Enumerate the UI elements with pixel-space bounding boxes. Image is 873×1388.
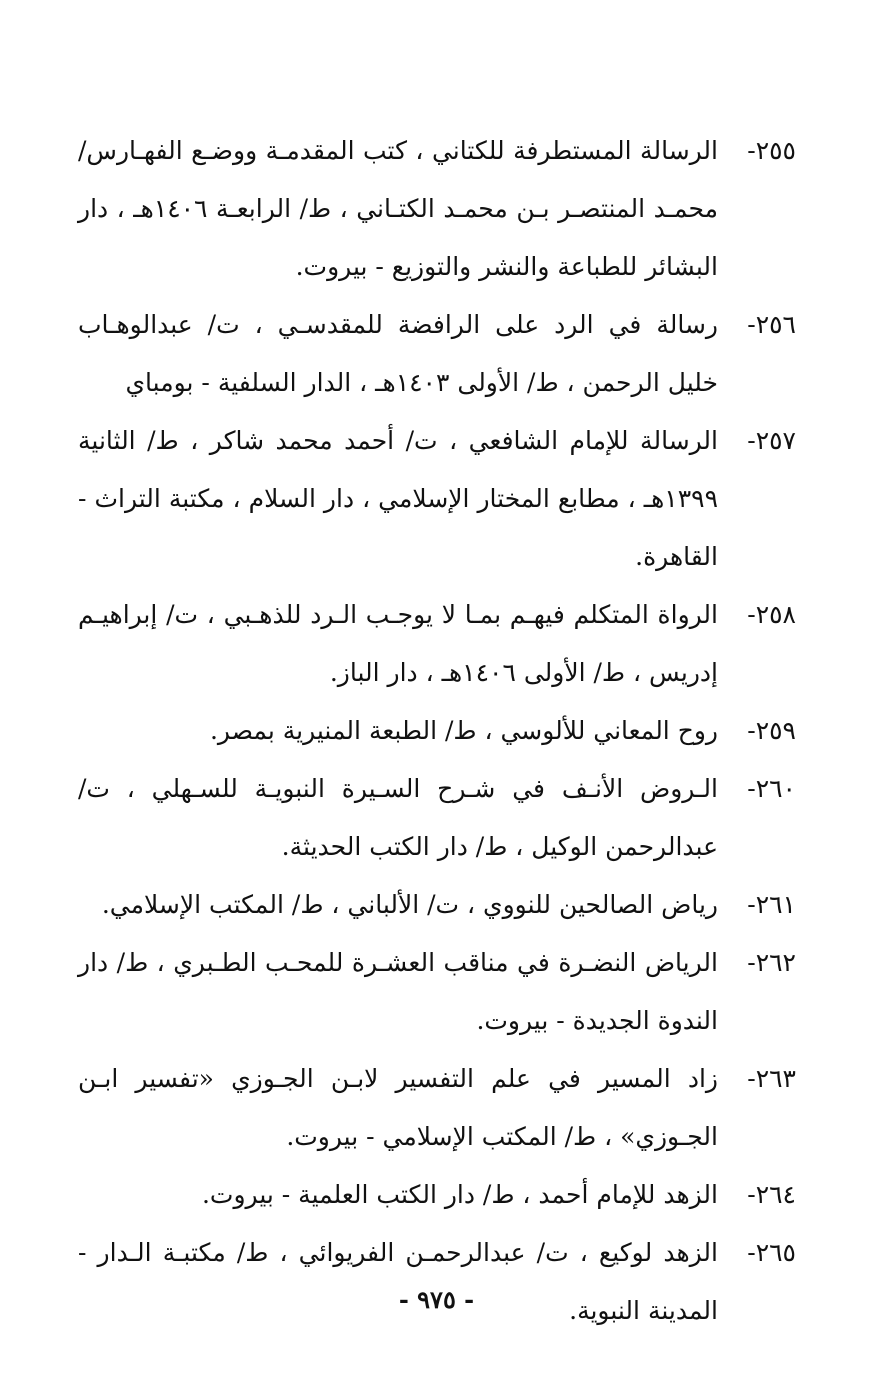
entry-number: ٢٦٠- [747,774,796,803]
entry-number: ٢٥٩- [747,716,796,745]
entry-text: زاد المسير في علم التفسير لابـن الجـوزي «تفسير ابـن الجـوزي» ، ط/ المكتب الإسلامي - بيروت. [78,1064,718,1151]
entry-number: ٢٦٢- [747,948,796,977]
entry-number: ٢٦١- [747,890,796,919]
bibliography-entry-256 [78,296,796,412]
page-number: - ٩٧٥ - [398,1285,475,1314]
entry-text: الرسالة للإمام الشافعي ، ت/ أحمد محمد شاكر ، ط/ الثانية ١٣٩٩هـ ، مطابع المختار الإسلامي ، دار السلام ، مكتبة التراث - القاهرة. [78,426,718,571]
entry-text: الـروض الأنـف في شـرح السـيرة النبويـة للسـهلي ، ت/ عبدالرحمن الوكيل ، ط/ دار الكتب الحديثة. [78,774,718,861]
bibliography-entry-257 [78,412,796,586]
bibliography-entry-262 [78,934,796,1050]
bibliography-entry-261 [78,876,796,934]
entry-text: رياض الصالحين للنووي ، ت/ الألباني ، ط/ المكتب الإسلامي. [101,890,718,919]
bibliography-list [78,122,796,1340]
bibliography-entry-264 [78,1166,796,1224]
entry-text: الرواة المتكلم فيهـم بمـا لا يوجـب الـرد للذهـبي ، ت/ إبراهيـم إدريس ، ط/ الأولى ١٤٠٦هـ ، دار الباز. [78,600,718,687]
entry-text: رسالة في الرد على الرافضة للمقدسـي ، ت/ عبدالوهـاب خليل الرحمن ، ط/ الأولى ١٤٠٣هـ ، الدار السلفية - بومباي [78,310,718,397]
entry-number: ٢٦٥- [747,1238,796,1267]
entry-number: ٢٥٨- [747,600,796,629]
entry-text: الرسالة المستطرفة للكتاني ، كتب المقدمـة ووضـع الفهـارس/ محمـد المنتصـر بـن محمـد الكتـاني ، ط/ الرابعـة ١٤٠٦هـ ، دار البشائر للطباعة والنشر والتوزيع - بيروت. [78,136,718,281]
entry-text: الزهد لوكيع ، ت/ عبدالرحمـن الفريوائي ، ط/ مكتبـة الـدار - المدينة النبوية. [78,1238,718,1325]
entry-text: روح المعاني للألوسي ، ط/ الطبعة المنيرية بمصر. [209,716,718,745]
bibliography-entry-255 [78,122,796,296]
bibliography-entry-259 [78,702,796,760]
entry-number: ٢٥٧- [747,426,796,455]
bibliography-entry-258 [78,586,796,702]
entry-number: ٢٥٦- [747,310,796,339]
bibliography-entry-263 [78,1050,796,1166]
entry-text: الرياض النضـرة في مناقب العشـرة للمحـب الطـبري ، ط/ دار الندوة الجديدة - بيروت. [78,948,718,1035]
bibliography-entry-260 [78,760,796,876]
bibliography-entry-265 [78,1224,796,1340]
entry-text: الزهد للإمام أحمد ، ط/ دار الكتب العلمية - بيروت. [201,1180,718,1209]
entry-number: ٢٥٥- [747,136,796,165]
entry-number: ٢٦٣- [747,1064,796,1093]
entry-number: ٢٦٤- [747,1180,796,1209]
